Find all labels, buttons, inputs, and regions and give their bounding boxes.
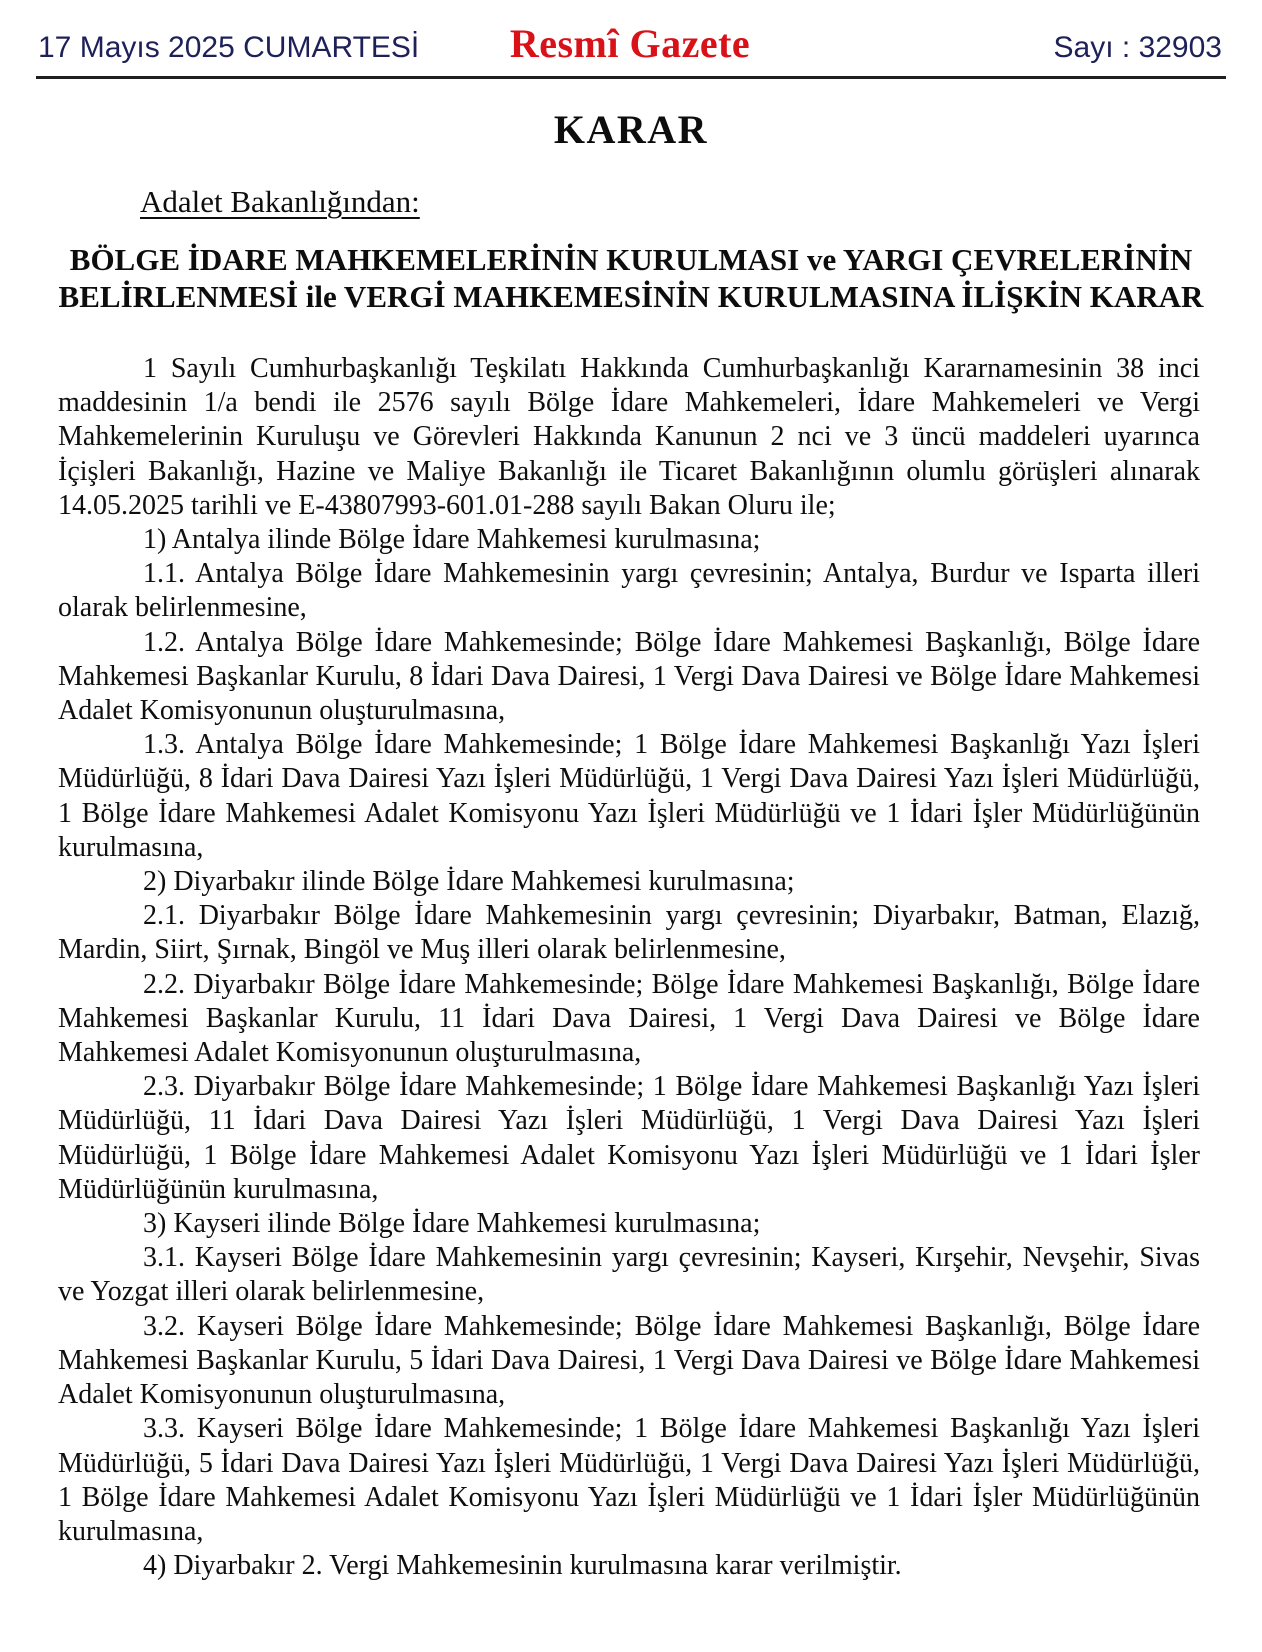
decree-paragraph: 3.1. Kayseri Bölge İdare Mahkemesinin yargı çevresinin; Kayseri, Kırşehir, Nevşehir, Sivas ve Yozgat illeri olarak belirlenmesine, [58, 1242, 1200, 1308]
decree-paragraph: 1.2. Antalya Bölge İdare Mahkemesinde; Bölge İdare Mahkemesi Başkanlığı, Bölge İdare Mahkemesi Başkanlar Kurulu, 8 İdari Dava Dairesi, 1 Vergi Dava Dairesi ve Bölge İdare Mahkemesi Adalet Komisyonunun oluşturulmasına, [58, 626, 1200, 727]
issuer-name: Adalet Bakanlığından: [140, 184, 420, 219]
decree-paragraph: 3.2. Kayseri Bölge İdare Mahkemesinde; Bölge İdare Mahkemesi Başkanlığı, Bölge İdare Mahkemesi Başkanlar Kurulu, 5 İdari Dava Dairesi, 1 Vergi Dava Dairesi ve Bölge İdare Mahkemesi Adalet Komisyonunun oluşturulmasına, [58, 1310, 1200, 1411]
decree-paragraph: 1.3. Antalya Bölge İdare Mahkemesinde; 1 Bölge İdare Mahkemesi Başkanlığı Yazı İşleri Müdürlüğü, 8 İdari Dava Dairesi Yazı İşleri Müdürlüğü, 1 Vergi Dava Dairesi Yazı İşleri Müdürlüğü, 1 Bölge İdare Mahkemesi Adalet Komisyonu Yazı İşleri Müdürlüğü ve 1 İdari İşler Müdürlüğünün kurulmasına, [58, 729, 1200, 863]
decree-paragraph: 1) Antalya ilinde Bölge İdare Mahkemesi kurulmasına; [143, 524, 761, 556]
decree-document [0, 106, 1262, 1583]
issue-number: Sayı : 32903 [1053, 31, 1222, 64]
decree-title-line-2: BELİRLENMESİ ile VERGİ MAHKEMESİNİN KURULMASINA İLİŞKİN KARAR [58, 279, 1204, 314]
issuer-line [140, 184, 1200, 220]
decree-paragraph: 2.3. Diyarbakır Bölge İdare Mahkemesinde; 1 Bölge İdare Mahkemesi Başkanlığı Yazı İşleri Müdürlüğü, 11 İdari Dava Dairesi Yazı İşleri Müdürlüğü, 1 Vergi Dava Dairesi Yazı İşleri Müdürlüğü, 1 Bölge İdare Mahkemesi Adalet Komisyonu Yazı İşleri Müdürlüğü ve 1 İdari İşler Müdürlüğünün kurulmasına, [58, 1071, 1200, 1205]
decree-paragraph: 2) Diyarbakır ilinde Bölge İdare Mahkemesi kurulmasına; [143, 866, 795, 898]
masthead [0, 0, 1262, 67]
decree-paragraph: 4) Diyarbakır 2. Vergi Mahkemesinin kurulmasına karar verilmiştir. [143, 1550, 902, 1582]
issue-date: 17 Mayıs 2025 CUMARTESİ [38, 31, 420, 64]
decree-paragraph: 1 Sayılı Cumhurbaşkanlığı Teşkilatı Hakkında Cumhurbaşkanlığı Kararnamesinin 38 inci maddesinin 1/a bendi ile 2576 sayılı Bölge İdare Mahkemeleri, İdare Mahkemeleri ve Vergi Mahkemelerinin Kuruluşu ve Görevleri Hakkında Kanunun 2 nci ve 3 üncü maddeleri uyarınca İçişleri Bakanlığı, Hazine ve Maliye Bakanlığı ile Ticaret Bakanlığının olumlu görüşleri alınarak 14.05.2025 tarihli ve E-43807993-601.01-288 sayılı Bakan Oluru ile; [58, 353, 1200, 521]
decree-paragraph: 2.1. Diyarbakır Bölge İdare Mahkemesinin yargı çevresinin; Diyarbakır, Batman, Elazığ, Mardin, Siirt, Şırnak, Bingöl ve Muş illeri olarak belirlenmesine, [58, 900, 1200, 966]
masthead-divider [36, 76, 1226, 79]
decree-title-line-1: BÖLGE İDARE MAHKEMELERİNİN KURULMASI ve YARGI ÇEVRELERİNİN [69, 242, 1193, 277]
decree-paragraph: 3) Kayseri ilinde Bölge İdare Mahkemesi kurulmasına; [143, 1208, 761, 1240]
decree-paragraph: 3.3. Kayseri Bölge İdare Mahkemesinde; 1 Bölge İdare Mahkemesi Başkanlığı Yazı İşleri Müdürlüğü, 5 İdari Dava Dairesi Yazı İşleri Müdürlüğü, 1 Vergi Dava Dairesi Yazı İşleri Müdürlüğü, 1 Bölge İdare Mahkemesi Adalet Komisyonu Yazı İşleri Müdürlüğü ve 1 İdari İşler Müdürlüğünün kurulmasına, [58, 1413, 1200, 1547]
gazette-title: Resmî Gazete [509, 21, 751, 66]
decree-paragraph: 1.1. Antalya Bölge İdare Mahkemesinin yargı çevresinin; Antalya, Burdur ve Isparta illeri olarak belirlenmesine, [58, 558, 1200, 624]
decree-paragraph: 2.2. Diyarbakır Bölge İdare Mahkemesinde; Bölge İdare Mahkemesi Başkanlığı, Bölge İdare Mahkemesi Başkanlar Kurulu, 11 İdari Dava Dairesi, 1 Vergi Dava Dairesi ve Bölge İdare Mahkemesi Adalet Komisyonunun oluşturulmasına, [58, 968, 1200, 1069]
decree-heading: KARAR [553, 107, 709, 152]
decree-body [58, 352, 1200, 1583]
decree-title [40, 241, 1222, 315]
